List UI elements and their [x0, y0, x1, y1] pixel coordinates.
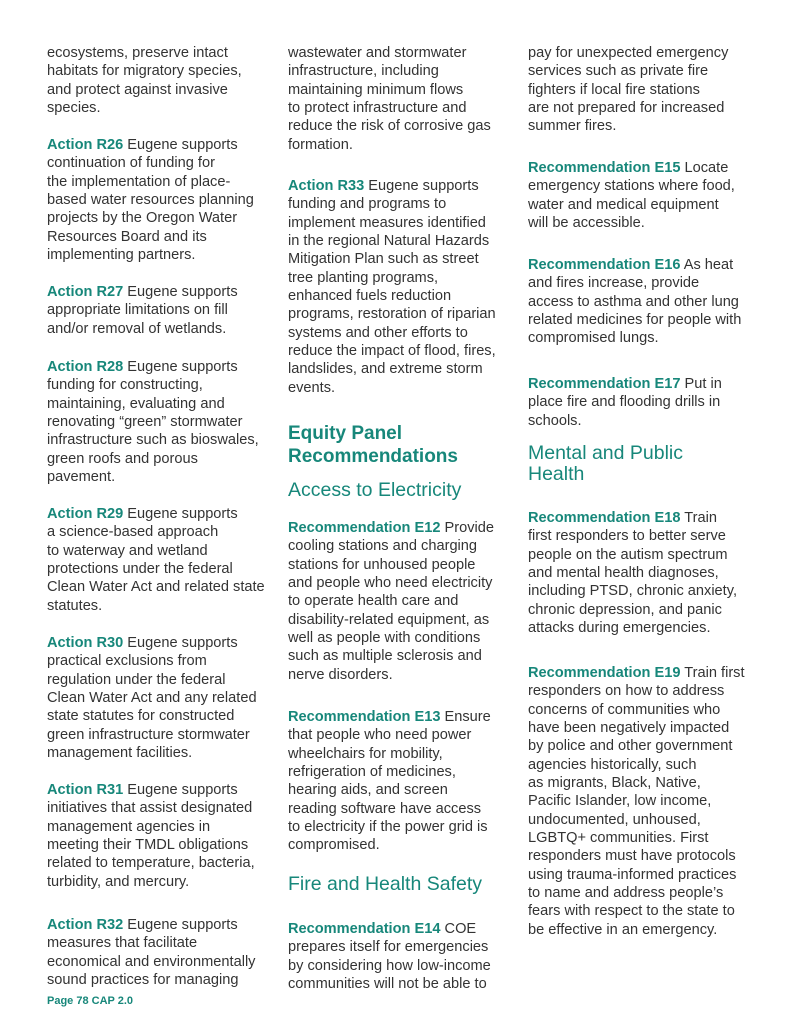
text-line: be effective in an emergency. [528, 921, 718, 938]
paragraph [528, 44, 768, 136]
text-line: and people who need electricity [288, 575, 493, 592]
text-line: attacks during emergencies. [528, 620, 711, 637]
text-line: hearing aids, and screen [288, 782, 448, 799]
text-line [288, 177, 528, 195]
paragraph [288, 177, 528, 397]
text-line: sound practices for managing [47, 972, 239, 989]
text-line: to waterway and wetland [47, 542, 208, 559]
text-line: management agencies in [47, 818, 211, 835]
text-line: reduce the impact of flood, fires, [288, 343, 496, 360]
text-line: that people who need power [288, 727, 472, 744]
text-line: funding and programs to [288, 196, 447, 213]
text-line: emergency stations where food, [528, 178, 735, 195]
action-label: Action R32 [47, 917, 124, 933]
text-line: fighters if local fire stations [528, 81, 700, 98]
text-line: protections under the federal [47, 561, 233, 578]
text-line: reading software have access [288, 800, 482, 817]
text-line: cooling stations and charging [288, 538, 478, 555]
paragraph [47, 781, 287, 891]
text-line: green infrastructure stormwater [47, 726, 250, 743]
text-line: stations for unhoused people [288, 556, 476, 573]
text-line: and protect against invasive [47, 81, 228, 98]
text-line [528, 664, 768, 682]
text-line: infrastructure such as bioswales, [47, 432, 259, 449]
action-label: Action R33 [288, 178, 365, 194]
text-line: access to asthma and other lung [528, 293, 739, 310]
text-line [288, 920, 528, 938]
text-line [288, 708, 528, 726]
text-line: and fires increase, provide [528, 275, 700, 292]
text-line: regulation under the federal [47, 671, 226, 688]
text-line: turbidity, and mercury. [47, 873, 190, 890]
text-line: pay for unexpected emergency [528, 45, 729, 61]
action-label: Recommendation E12 [288, 520, 441, 536]
text-line: to operate health care and [288, 593, 459, 610]
text-line: Fire and Health Safety [288, 873, 483, 895]
text-line: will be accessible. [528, 215, 645, 232]
section-heading [288, 422, 528, 468]
paragraph [288, 519, 528, 684]
text-line [47, 781, 287, 799]
paragraph [47, 358, 287, 486]
action-label: Action R29 [47, 506, 124, 522]
paragraph [288, 708, 528, 855]
text-line: as migrants, Black, Native, [528, 775, 701, 792]
action-label: Action R27 [47, 284, 124, 300]
action-label: Recommendation E17 [528, 376, 681, 392]
text-line: Recommendations [288, 446, 458, 467]
text-line: infrastructure, including [288, 63, 439, 80]
text-line: initiatives that assist designated [47, 800, 253, 817]
text-fragment: Provide [440, 520, 495, 536]
text-fragment: Eugene supports [123, 782, 238, 798]
text-line: maintaining, evaluating and [47, 395, 225, 412]
action-label: Recommendation E16 [528, 257, 681, 273]
text-line: pavement. [47, 469, 116, 486]
text-line: compromised lungs. [528, 330, 659, 347]
text-line: maintaining minimum flows [288, 81, 464, 98]
text-line: nerve disorders. [288, 666, 393, 683]
text-line [528, 159, 768, 177]
action-label: Action R31 [47, 782, 124, 798]
text-line: based water resources planning [47, 192, 254, 209]
text-line: to electricity if the power grid is [288, 819, 488, 836]
text-line: practical exclusions from [47, 653, 207, 670]
text-line: enhanced fuels reduction [288, 288, 452, 305]
text-line: responders on how to address [528, 683, 725, 700]
text-line: Resources Board and its [47, 228, 207, 245]
text-line [47, 505, 287, 523]
text-line: including PTSD, chronic anxiety, [528, 583, 738, 600]
text-line: systems and other efforts to [288, 324, 468, 341]
subsection-heading [288, 480, 528, 501]
text-line: using trauma-informed practices [528, 866, 737, 883]
text-line: programs, restoration of riparian [288, 306, 496, 323]
text-fragment: Locate [680, 160, 729, 176]
text-line: management facilities. [47, 745, 193, 762]
text-line: in the regional Natural Hazards [288, 233, 490, 250]
text-line [528, 509, 768, 527]
text-line: Mental and Public [528, 442, 684, 464]
text-fragment: Ensure [440, 709, 491, 725]
text-line: Health [528, 462, 585, 485]
text-line: water and medical equipment [528, 196, 719, 213]
text-line: communities will not be able to [288, 976, 487, 993]
action-label: Recommendation E13 [288, 709, 441, 725]
text-line: green roofs and porous [47, 450, 198, 467]
text-line: such as multiple sclerosis and [288, 648, 482, 665]
text-line: funding for constructing, [47, 377, 203, 394]
paragraph [528, 375, 768, 430]
text-line: related medicines for people with [528, 312, 742, 329]
text-line: reduce the risk of corrosive gas [288, 118, 491, 135]
text-line: prepares itself for emergencies [288, 939, 489, 956]
text-line: disability-related equipment, as [288, 611, 490, 628]
text-line: to name and address people’s [528, 885, 724, 902]
text-fragment: As heat [680, 257, 734, 273]
text-line: undocumented, unhoused, [528, 811, 701, 828]
text-line: Clean Water Act and related state [47, 579, 265, 596]
text-line: compromised. [288, 837, 380, 854]
text-line: ecosystems, preserve intact [47, 45, 228, 61]
text-line [47, 634, 287, 652]
text-fragment: Eugene supports [364, 178, 479, 194]
paragraph [47, 136, 287, 264]
text-line: Access to Electricity [288, 479, 462, 501]
text-line [528, 256, 768, 274]
text-line: by considering how low-income [288, 957, 491, 974]
text-line: Clean Water Act and any related [47, 690, 257, 707]
text-line: species. [47, 100, 101, 117]
text-line: agencies historically, such [528, 756, 697, 773]
text-line: concerns of communities who [528, 701, 721, 718]
text-line [528, 375, 768, 393]
text-line: well as people with conditions [288, 630, 481, 647]
text-fragment: Eugene supports [123, 359, 238, 375]
text-line: statutes. [47, 597, 103, 614]
text-line: people on the autism spectrum [528, 546, 728, 563]
text-line: by police and other government [528, 738, 733, 755]
paragraph [47, 634, 287, 762]
text-line: LGBTQ+ communities. First [528, 830, 709, 847]
action-label: Action R26 [47, 137, 124, 153]
text-line: related to temperature, bacteria, [47, 855, 255, 872]
text-line: landslides, and extreme storm [288, 361, 483, 378]
action-label: Action R28 [47, 359, 124, 375]
text-line: tree planting programs, [288, 269, 439, 286]
text-fragment: Eugene supports [123, 917, 238, 933]
text-line: state statutes for constructed [47, 708, 235, 725]
text-line: events. [288, 379, 336, 396]
text-line: economical and environmentally [47, 953, 256, 970]
text-line: a science-based approach [47, 524, 219, 541]
text-fragment: Eugene supports [123, 284, 238, 300]
text-line: implement measures identified [288, 214, 486, 231]
paragraph [528, 159, 768, 232]
text-line [47, 136, 287, 154]
text-line: wastewater and stormwater [288, 45, 467, 61]
action-label: Action R30 [47, 635, 124, 651]
paragraph [47, 505, 287, 615]
text-line: measures that facilitate [47, 935, 198, 952]
text-line: formation. [288, 136, 353, 153]
text-fragment: Train first [680, 665, 745, 681]
text-line: continuation of funding for [47, 155, 215, 172]
text-line [288, 519, 528, 537]
text-line: implementing partners. [47, 247, 196, 264]
paragraph [47, 916, 287, 989]
action-label: Recommendation E15 [528, 160, 681, 176]
text-line: schools. [528, 412, 582, 429]
text-line: responders must have protocols [528, 848, 736, 865]
text-line: wheelchairs for mobility, [288, 745, 443, 762]
text-line: appropriate limitations on fill [47, 302, 228, 319]
text-line: the implementation of place- [47, 173, 231, 190]
text-line: Equity Panel [288, 423, 403, 444]
action-label: Recommendation E19 [528, 665, 681, 681]
text-fragment: Eugene supports [123, 137, 238, 153]
text-line [47, 358, 287, 376]
page-footer: Page 78 CAP 2.0 [47, 995, 134, 1007]
text-fragment: Train [680, 510, 717, 526]
paragraph [47, 44, 287, 117]
text-line: services such as private fire [528, 63, 709, 80]
text-line: to protect infrastructure and [288, 100, 467, 117]
text-line: renovating “green” stormwater [47, 414, 243, 431]
text-fragment: Put in [680, 376, 722, 392]
paragraph [47, 283, 287, 338]
text-line: and mental health diagnoses, [528, 565, 719, 582]
action-label: Recommendation E14 [288, 921, 441, 937]
text-line: refrigeration of medicines, [288, 764, 456, 781]
paragraph [288, 44, 528, 154]
text-line: habitats for migratory species, [47, 63, 242, 80]
text-fragment: Eugene supports [123, 635, 238, 651]
text-line: chronic depression, and panic [528, 601, 722, 618]
text-line: summer fires. [528, 118, 617, 135]
text-line [47, 916, 287, 934]
action-label: Recommendation E18 [528, 510, 681, 526]
paragraph [528, 664, 768, 939]
text-line: meeting their TMDL obligations [47, 837, 249, 854]
text-fragment: COE [440, 921, 477, 937]
paragraph [288, 920, 528, 993]
text-line: Pacific Islander, low income, [528, 793, 712, 810]
text-fragment: Eugene supports [123, 506, 238, 522]
text-line: fears with respect to the state to [528, 903, 735, 920]
text-line: projects by the Oregon Water [47, 210, 238, 227]
text-line: have been negatively impacted [528, 720, 730, 737]
subsection-heading [528, 443, 768, 484]
text-line: place fire and flooding drills in [528, 394, 721, 411]
text-line: and/or removal of wetlands. [47, 320, 227, 337]
text-line: first responders to better serve [528, 528, 726, 545]
subsection-heading [288, 874, 528, 895]
text-line: are not prepared for increased [528, 100, 725, 117]
paragraph [528, 256, 768, 348]
text-line [47, 283, 287, 301]
paragraph [528, 509, 768, 637]
text-line: Mitigation Plan such as street [288, 251, 479, 268]
